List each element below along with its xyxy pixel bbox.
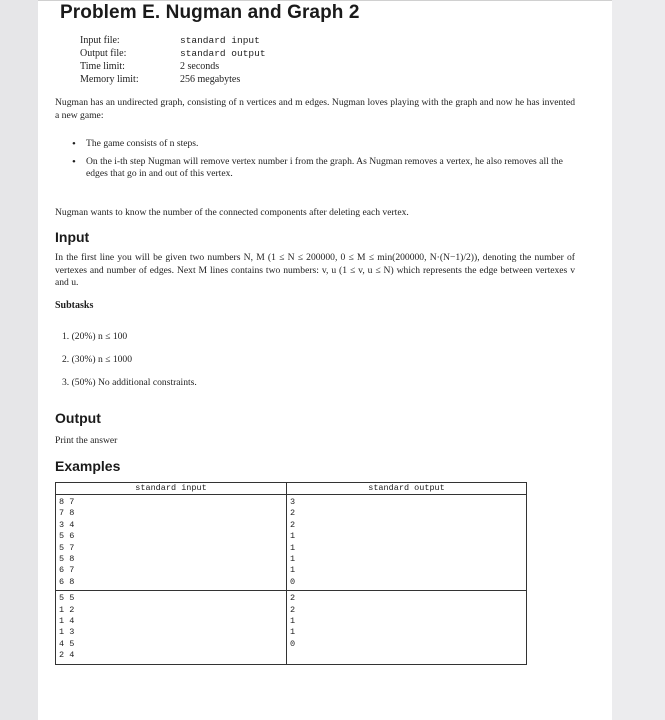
example-output: 3 2 2 1 1 1 1 0 — [287, 495, 527, 591]
list-item-text: On the i-th step Nugman will remove vertex number i from the graph. As Nugman removes a vertex, he also removes all the edges that go in and out of this vertex. — [86, 155, 563, 179]
limit-value: 256 megabytes — [180, 74, 241, 85]
statement-question: Nugman wants to know the number of the connected components after deleting each vertex. — [55, 207, 409, 218]
limit-label: Time limit: — [80, 61, 125, 72]
column-header-output: standard output — [287, 483, 527, 495]
subtask-item: 3. (50%) No additional constraints. — [62, 377, 197, 388]
example-input: 5 5 1 2 1 4 1 3 4 5 2 4 — [56, 591, 287, 664]
rules-list — [72, 138, 572, 186]
limit-row — [80, 47, 266, 60]
limit-value: standard output — [180, 48, 266, 59]
limit-row — [80, 73, 266, 86]
list-item — [72, 156, 572, 181]
limit-label: Memory limit: — [80, 74, 139, 85]
subtasks-heading: Subtasks — [55, 300, 94, 311]
table-header-row — [56, 483, 527, 495]
input-heading: Input — [55, 229, 90, 245]
limits-table — [80, 34, 266, 86]
bullet-icon: • — [72, 138, 76, 150]
limit-value: standard input — [180, 35, 260, 46]
example-output: 2 2 1 1 0 — [287, 591, 527, 664]
limit-value: 2 seconds — [180, 61, 220, 72]
page-top-border — [38, 0, 612, 1]
statement-intro: Nugman has an undirected graph, consisting of n vertices and m edges. Nugman loves playing with the graph and now he has invented a new game: — [55, 97, 575, 121]
input-description: In the first line you will be given two numbers N, M (1 ≤ N ≤ 200000, 0 ≤ M ≤ min(200000, N·(N−1)/2)), denoting the number of vertexes and number of edges. Next M lines contains two numbers: v, u (1 ≤ v, u ≤ N) which represents the edge between vertexes v and u. — [55, 252, 575, 288]
example-input: 8 7 7 8 3 4 5 6 5 7 5 8 6 7 6 8 — [56, 495, 287, 591]
output-description: Print the answer — [55, 435, 118, 446]
table-row — [56, 591, 527, 664]
column-header-input: standard input — [56, 483, 287, 495]
examples-heading: Examples — [55, 458, 121, 474]
problem-title: Problem E. Nugman and Graph 2 — [60, 2, 360, 23]
list-item-text: The game consists of n steps. — [86, 138, 199, 149]
bullet-icon: • — [72, 155, 76, 168]
limit-label: Input file: — [80, 35, 120, 46]
list-item — [72, 138, 572, 151]
document-page — [38, 0, 612, 720]
limit-row — [80, 60, 266, 73]
output-heading: Output — [55, 410, 101, 426]
subtask-item: 1. (20%) n ≤ 100 — [62, 331, 128, 342]
limit-row — [80, 34, 266, 47]
subtask-item: 2. (30%) n ≤ 1000 — [62, 354, 133, 365]
examples-table — [55, 482, 527, 665]
table-row — [56, 495, 527, 591]
limit-label: Output file: — [80, 48, 127, 59]
viewer-background — [612, 0, 665, 720]
